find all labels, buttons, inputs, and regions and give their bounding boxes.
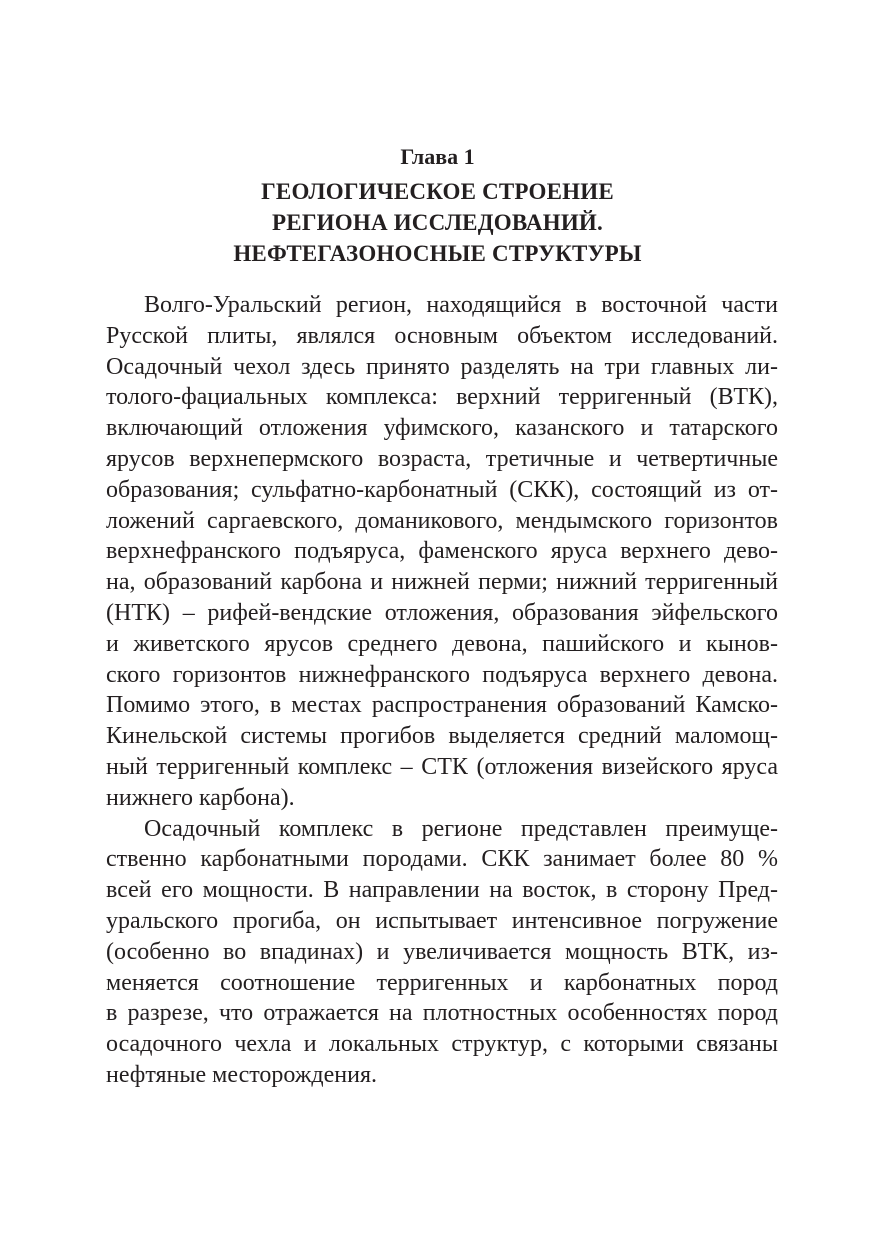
text-line: ный терригенный комплекс – СТК (отложения визейского яруса xyxy=(106,753,778,780)
chapter-title-line: РЕГИОНА ИССЛЕДОВАНИЙ. xyxy=(272,210,603,235)
body-text xyxy=(106,290,778,1091)
text-line: на, образований карбона и нижней перми; нижний терригенный xyxy=(106,569,778,596)
text-line: Осадочный комплекс в регионе представлен преимуще- xyxy=(144,815,778,842)
text-line: Русской плиты, являлся основным объектом исследований. xyxy=(106,322,778,349)
text-line: Осадочный чехол здесь принято разделять на три главных ли- xyxy=(106,353,778,380)
chapter-title-line: НЕФТЕГАЗОНОСНЫЕ СТРУКТУРЫ xyxy=(233,241,642,266)
chapter-title-line: ГЕОЛОГИЧЕСКОЕ СТРОЕНИЕ xyxy=(261,179,614,204)
text-line: меняется соотношение терригенных и карбонатных пород xyxy=(106,969,778,996)
text-line: всей его мощности. В направлении на восток, в сторону Пред- xyxy=(106,877,778,904)
chapter-number: Глава 1 xyxy=(400,144,475,169)
text-line: Кинельской системы прогибов выделяется средний маломощ- xyxy=(106,723,778,750)
text-line: ложений саргаевского, доманикового, мендымского горизонтов xyxy=(106,507,778,534)
text-line: нижнего карбона). xyxy=(106,784,295,811)
text-line: толого-фациальных комплекса: верхний терригенный (ВТК), xyxy=(106,384,778,411)
text-line: в разрезе, что отражается на плотностных особенностях пород xyxy=(106,1000,778,1027)
text-line: осадочного чехла и локальных структур, с которыми связаны xyxy=(106,1031,778,1058)
paragraph-2 xyxy=(106,814,778,1091)
text-line: Волго-Уральский регион, находящийся в восточной части xyxy=(144,292,778,318)
text-line: Помимо этого, в местах распространения образований Камско- xyxy=(106,692,778,719)
text-line: ярусов верхнепермского возраста, третичные и четвертичные xyxy=(106,445,778,472)
paragraph-1 xyxy=(106,290,778,814)
text-line: ственно карбонатными породами. СКК занимает более 80 % xyxy=(106,846,778,873)
chapter-title xyxy=(0,176,875,269)
text-line: включающий отложения уфимского, казанского и татарского xyxy=(106,415,778,442)
text-line: (особенно во впадинах) и увеличивается мощность ВТК, из- xyxy=(106,938,778,965)
text-line: и живетского ярусов среднего девона, пашийского и кынов- xyxy=(106,630,778,657)
text-line: (НТК) – рифей-вендские отложения, образования эйфельского xyxy=(106,599,778,626)
text-line: уральского прогиба, он испытывает интенсивное погружение xyxy=(106,907,778,934)
text-line: ского горизонтов нижнефранского подъяруса верхнего девона. xyxy=(106,661,778,688)
text-line: образования; сульфатно-карбонатный (СКК), состоящий из от- xyxy=(106,476,778,503)
text-line: верхнефранского подъяруса, фаменского яруса верхнего дево- xyxy=(106,538,778,565)
text-line: нефтяные месторождения. xyxy=(106,1061,378,1088)
